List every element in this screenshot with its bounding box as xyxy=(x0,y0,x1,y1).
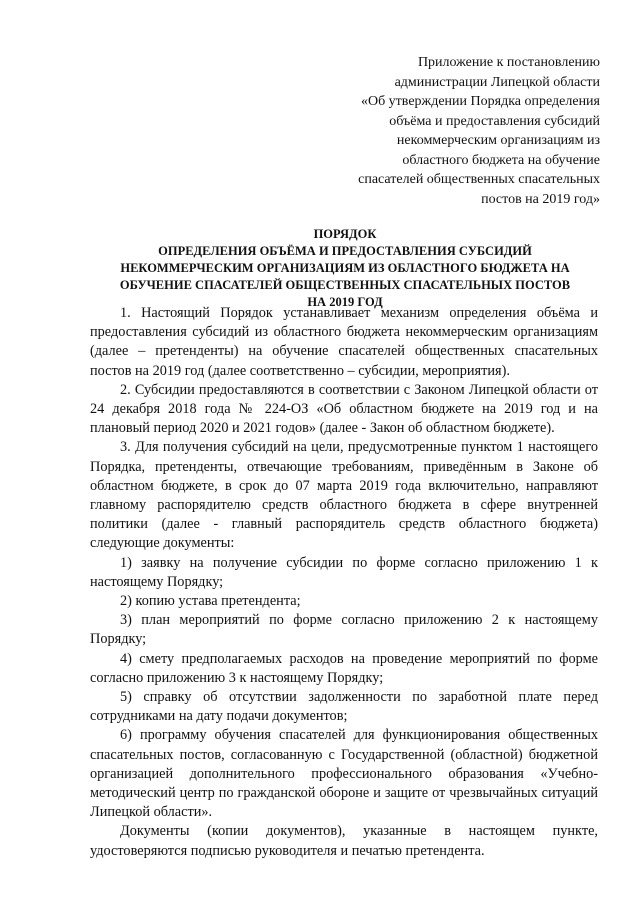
appendix-note xyxy=(300,53,600,209)
appendix-line: объёма и предоставления субсидий xyxy=(389,113,600,129)
title-line: ПОРЯДОК xyxy=(313,227,377,241)
document-body xyxy=(90,304,598,861)
paragraph-1: 1. Настоящий Порядок устанавливает механизм определения объёма и предоставления субсидий из областного бюджета некоммерческим организациям (далее – претенденты) на обучение спасателей общественных спасательных постов на 2019 год (далее соответственно – субсидии, мероприятия). xyxy=(90,305,598,379)
list-item-2: 2) копию устава претендента; xyxy=(120,593,301,610)
paragraph-documents: Документы (копии документов), указанные в настоящем пункте, удостоверяются подписью руководителя и печатью претендента. xyxy=(90,823,598,859)
list-item-6: 6) программу обучения спасателей для функционирования общественных спасательных постов, согласованную с Государственной (областной) бюджетной организацией дополнительного профессионального образования «Учебно-методический центр по гражданской обороне и защите от чрезвычайных ситуаций Липецкой области». xyxy=(90,727,598,821)
appendix-line: некоммерческим организациям из xyxy=(396,133,600,148)
paragraph-3: 3. Для получения субсидий на цели, предусмотренные пунктом 1 настоящего Порядка, претенденты, отвечающие требованиям, приведённым в Законе об областном бюджете, в срок до 07 марта 2019 года включительно, направляют главному распорядителю средств областного бюджета в сфере внутренней политики (далее - главный распорядитель средств областного бюджета) следующие документы: xyxy=(90,439,598,552)
document-title xyxy=(90,226,600,311)
list-item-5: 5) справку об отсутствии задолженности по заработной плате перед сотрудниками на дату подачи документов; xyxy=(90,689,598,725)
appendix-line: постов на 2019 год» xyxy=(481,191,600,207)
title-line: НА 2019 ГОД xyxy=(307,295,383,309)
list-item-4: 4) смету предполагаемых расходов на проведение мероприятий по форме согласно приложению 3 к настоящему Порядку; xyxy=(90,650,598,686)
title-line: ОБУЧЕНИЕ СПАСАТЕЛЕЙ ОБЩЕСТВЕННЫХ СПАСАТЕЛЬНЫХ ПОСТОВ xyxy=(119,278,571,292)
appendix-line: «Об утверждении Порядка определения xyxy=(360,94,600,109)
list-item-1: 1) заявку на получение субсидии по форме согласно приложению 1 к настоящему Порядку; xyxy=(90,554,598,590)
appendix-line: администрации Липецкой области xyxy=(394,74,600,90)
title-line: НЕКОММЕРЧЕСКИМ ОРГАНИЗАЦИЯМ ИЗ ОБЛАСТНОГО БЮДЖЕТА НА xyxy=(120,261,570,275)
title-line: ОПРЕДЕЛЕНИЯ ОБЪЁМА И ПРЕДОСТАВЛЕНИЯ СУБСИДИЙ xyxy=(158,244,532,258)
list-item-3: 3) план мероприятий по форме согласно приложению 2 к настоящему Порядку; xyxy=(90,612,598,648)
appendix-line: спасателей общественных спасательных xyxy=(358,172,600,187)
appendix-line: Приложение к постановлению xyxy=(417,55,600,70)
appendix-line: областного бюджета на обучение xyxy=(402,152,600,168)
paragraph-2: 2. Субсидии предоставляются в соответствии с Законом Липецкой области от 24 декабря 2018 года № 224-ОЗ «Об областном бюджете на 2019 год и на плановый период 2020 и 2021 годов» (далее - Закон об областном бюджете). xyxy=(90,381,598,437)
